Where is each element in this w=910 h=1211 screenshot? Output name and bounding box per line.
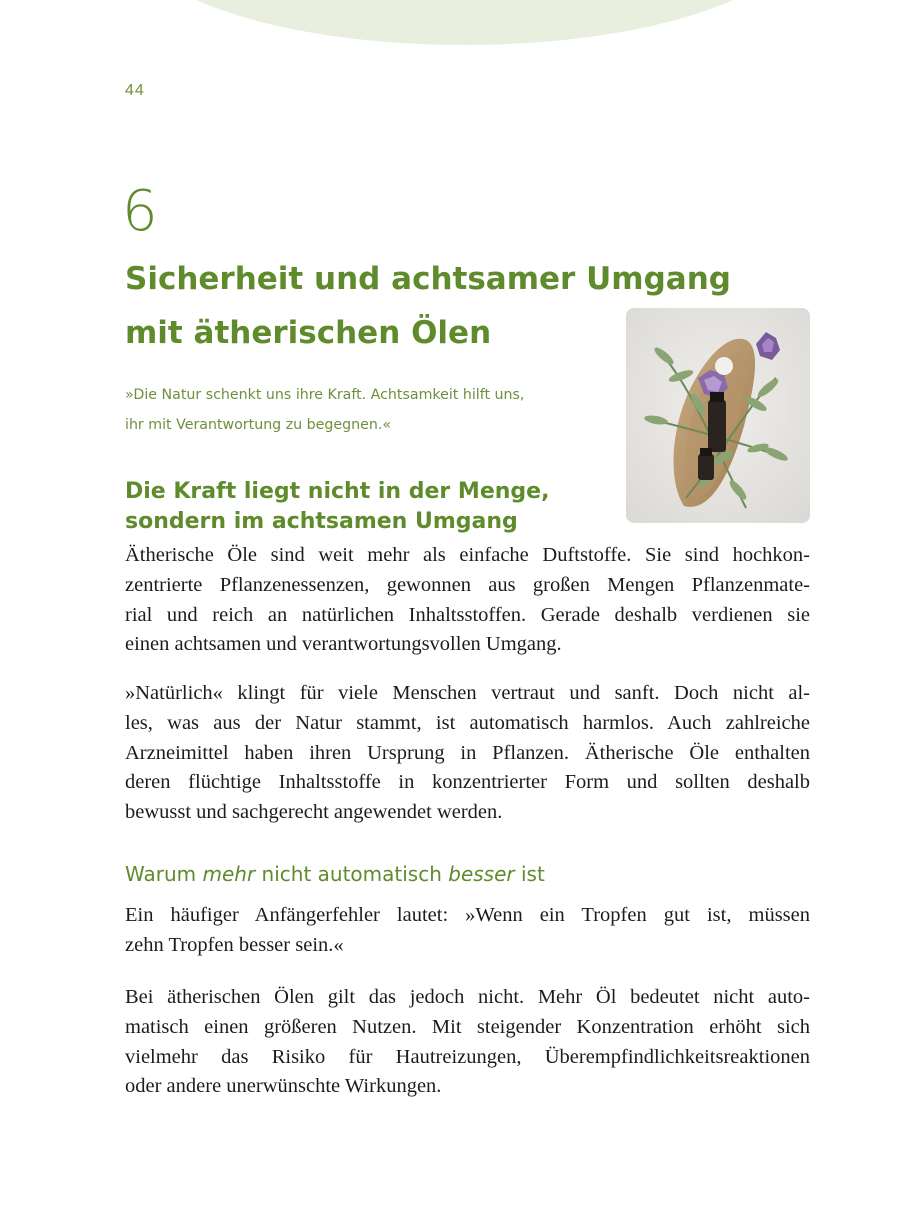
quote-line: ihr mit Verantwortung zu begegnen.« (125, 417, 392, 433)
paragraph-line: les, was aus der Natur stammt, ist automatisch harmlos. Auch zahlreiche (125, 711, 810, 734)
chapter-title-line: mit ätherischen Ölen (125, 315, 492, 351)
paragraph-line: oder andere unerwünschte Wirkungen. (125, 1075, 442, 1098)
quote-line: »Die Natur schenkt uns ihre Kraft. Achtsamkeit hilft uns, (125, 387, 525, 403)
paragraph-line: zehn Tropfen besser sein.« (125, 933, 344, 956)
paragraph-line: vielmehr das Risiko für Hautreizungen, Überempfindlichkeitsreaktionen (125, 1045, 810, 1068)
subheading-text: nicht automatisch (255, 862, 449, 886)
chapter-title-line: Sicherheit und achtsamer Umgang (125, 261, 731, 297)
essential-oils-photo (626, 308, 810, 523)
paragraph-line: einen achtsamen und verantwortungsvollen Umgang. (125, 633, 562, 656)
subheading-emphasis: mehr (202, 862, 256, 886)
essential-oils-illustration (626, 308, 810, 523)
paragraph-line: rial und reich an natürlichen Inhaltsstoffen. Gerade deshalb verdienen sie (125, 603, 810, 626)
section-heading-line: Die Kraft liegt nicht in der Menge, (125, 479, 550, 504)
chapter-number: 6 (122, 179, 158, 244)
paragraph-line: zentrierte Pflanzenessenzen, gewonnen aus großen Mengen Pflanzenmate- (125, 573, 810, 596)
paragraph-line: matisch einen größeren Nutzen. Mit steigender Konzentration erhöht sich (125, 1015, 810, 1038)
paragraph-line: deren flüchtige Inhaltsstoffe in konzentrierter Form und sollten deshalb (125, 771, 810, 794)
chapter-quote (125, 380, 595, 440)
paragraph-natural (125, 679, 810, 828)
paragraph-intro (125, 541, 810, 660)
subheading-emphasis: besser (448, 862, 515, 886)
paragraph-line: Bei ätherischen Ölen gilt das jedoch nicht. Mehr Öl bedeutet nicht auto- (125, 986, 810, 1008)
paragraph-concentration (125, 983, 810, 1102)
section-heading (125, 477, 605, 537)
paragraph-line: Ätherische Öle sind weit mehr als einfache Duftstoffe. Sie sind hochkon- (125, 544, 810, 566)
subheading-more-not-better (125, 859, 545, 889)
paragraph-line: Arzneimittel haben ihren Ursprung in Pflanzen. Ätherische Öle enthalten (125, 741, 810, 764)
paragraph-beginner-mistake (125, 901, 810, 961)
subheading-text: Warum (125, 862, 203, 886)
page-number: 44 (125, 82, 145, 99)
subheading-text: ist (514, 862, 545, 886)
decorative-top-arc (132, 0, 797, 45)
paragraph-line: bewusst und sachgerecht angewendet werden. (125, 801, 503, 824)
paragraph-line: Ein häufiger Anfängerfehler lautet: »Wenn ein Tropfen gut ist, müssen (125, 904, 810, 926)
paragraph-line: »Natürlich« klingt für viele Menschen vertraut und sanft. Doch nicht al- (125, 682, 810, 704)
section-heading-line: sondern im achtsamen Umgang (125, 509, 518, 534)
